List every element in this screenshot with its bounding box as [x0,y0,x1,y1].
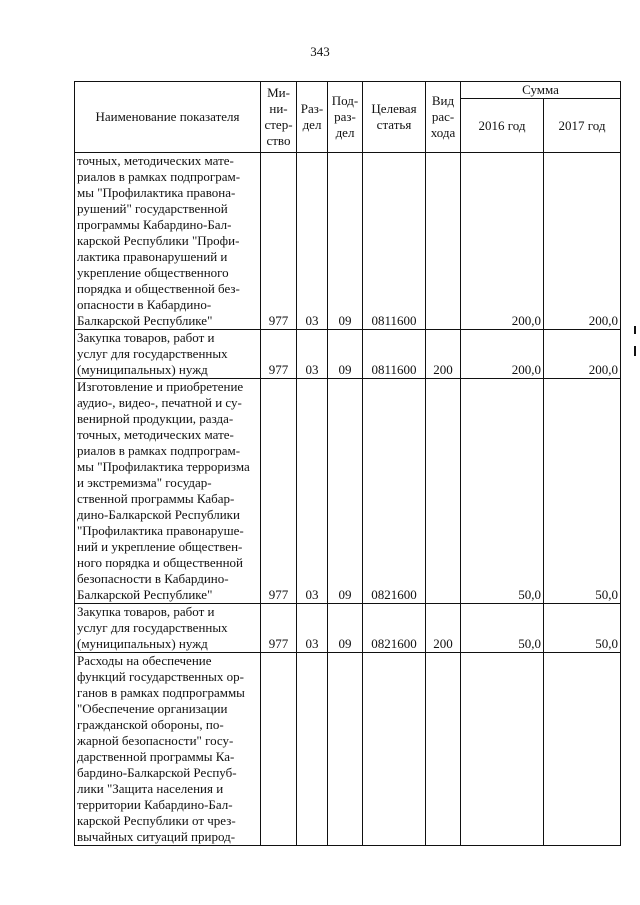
cell-name: Изготовление и приобретение аудио-, видео-, печатной и су- венирной продукции, разда- точных, методических мате- риалов в рамках подпрограм- мы "Профилактика терроризма и экстремизма" государ- ственной программы Кабар- дино-Балкарской Республики "Профилактика правонаруше- ний и укрепление обществен- ного порядка и общественной безопасности в Кабардино- Балкарской Республике" [75,379,261,604]
header-subsection: Под- раз- дел [328,82,363,153]
cell-expense-type [426,653,461,846]
cell-subsection: 09 [328,330,363,379]
table-row [75,653,621,846]
cell-section: 03 [297,153,328,330]
cell-subsection: 09 [328,379,363,604]
cell-target: 0811600 [363,153,426,330]
table-row [75,379,621,604]
header-name: Наименование показателя [75,82,261,153]
cell-expense-type [426,153,461,330]
header-year-2016: 2016 год [461,99,544,153]
cell-target [363,653,426,846]
header-section: Раз- дел [297,82,328,153]
cell-subsection: 09 [328,153,363,330]
cell-amount-2017: 50,0 [544,379,621,604]
header-ministry: Ми- ни- стер- ство [261,82,297,153]
header-target: Целевая статья [363,82,426,153]
cell-section: 03 [297,379,328,604]
cell-amount-2016: 50,0 [461,379,544,604]
cell-section [297,653,328,846]
cell-target: 0811600 [363,330,426,379]
cell-amount-2016: 200,0 [461,153,544,330]
cell-ministry: 977 [261,604,297,653]
table-body [75,153,621,846]
cell-expense-type [426,379,461,604]
margin-mark [634,326,636,334]
cell-amount-2016: 50,0 [461,604,544,653]
cell-ministry: 977 [261,379,297,604]
cell-amount-2017 [544,653,621,846]
table-row [75,330,621,379]
cell-target: 0821600 [363,379,426,604]
cell-ministry: 977 [261,153,297,330]
cell-name: точных, методических мате- риалов в рамках подпрограм- мы "Профилактика правона- рушений" государственной программы Кабардино-Бал- карской Республики "Профи- лактика правонарушений и укрепление общественного порядка и общественной без- опасности в Кабардино- Балкарской Республике" [75,153,261,330]
cell-amount-2017: 50,0 [544,604,621,653]
cell-expense-type: 200 [426,604,461,653]
cell-ministry: 977 [261,330,297,379]
header-sum: Сумма [461,82,621,99]
cell-name: Закупка товаров, работ и услуг для государственных (муниципальных) нужд [75,604,261,653]
cell-name: Закупка товаров, работ и услуг для государственных (муниципальных) нужд [75,330,261,379]
cell-subsection: 09 [328,604,363,653]
table-row [75,153,621,330]
table-row [75,604,621,653]
header-expense-type: Вид рас- хода [426,82,461,153]
cell-section: 03 [297,330,328,379]
budget-table [74,81,621,846]
header-year-2017: 2017 год [544,99,621,153]
cell-ministry [261,653,297,846]
cell-subsection [328,653,363,846]
margin-mark [634,346,636,356]
cell-target: 0821600 [363,604,426,653]
cell-amount-2016: 200,0 [461,330,544,379]
cell-amount-2017: 200,0 [544,330,621,379]
cell-amount-2017: 200,0 [544,153,621,330]
cell-amount-2016 [461,653,544,846]
cell-section: 03 [297,604,328,653]
cell-expense-type: 200 [426,330,461,379]
cell-name: Расходы на обеспечение функций государственных ор- ганов в рамках подпрограммы "Обеспечение организации гражданской обороны, по- жарной безопасности" госу- дарственной программы Ка- бардино-Балкарской Респуб- лики "Защита населения и территории Кабардино-Бал- карской Республики от чрез- вычайных ситуаций природ- [75,653,261,846]
page-number: 343 [310,44,330,59]
